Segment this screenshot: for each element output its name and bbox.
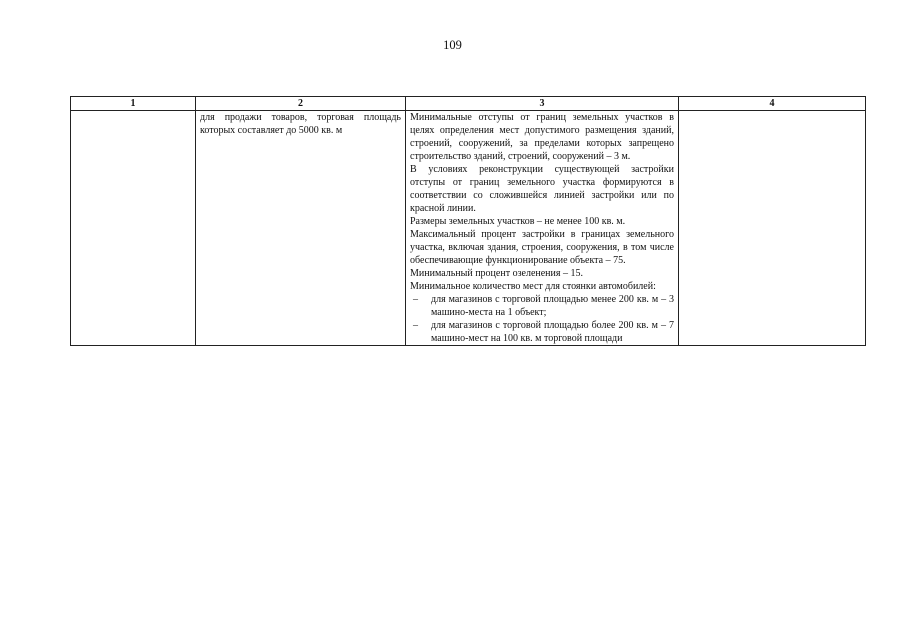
table-row xyxy=(71,111,866,346)
paragraph-max-coverage: Максимальный процент застройки в границах земельного участка, включая здания, строения, сооружения, в том числе обеспечивающие функционирование объекта – 75. xyxy=(410,229,674,266)
cell-col1 xyxy=(71,111,196,346)
page-number: 109 xyxy=(443,38,462,52)
cell-parameters xyxy=(406,111,679,346)
parking-bullet-list xyxy=(410,293,674,345)
column-header-4: 4 xyxy=(679,97,866,111)
bullet-text: для магазинов с торговой площадью более 200 кв. м – 7 машино-мест на 100 кв. м торговой площади xyxy=(431,320,674,344)
table-header-row xyxy=(71,97,866,111)
cell-use-description: для продажи товаров, торговая площадь которых составляет до 5000 кв. м xyxy=(196,111,406,346)
paragraph-reconstruction: В условиях реконструкции существующей застройки отступы от границ земельного участка формируются в соответствии со сложившейся линией застройки или по красной линии. xyxy=(410,164,674,214)
column-header-2: 2 xyxy=(196,97,406,111)
paragraph-plot-size: Размеры земельных участков – не менее 100 кв. м. xyxy=(410,216,626,227)
list-item xyxy=(410,319,674,345)
bullet-dash: – xyxy=(413,294,418,305)
paragraph-setbacks: Минимальные отступы от границ земельных участков в целях определения мест допустимого размещения зданий, строений, сооружений, за пределами которых запрещено строительство зданий, строений, сооружений – 3 м. xyxy=(410,112,674,162)
column-header-3: 3 xyxy=(406,97,679,111)
list-item xyxy=(410,293,674,319)
paragraph-greening: Минимальный процент озеленения – 15. xyxy=(410,268,583,279)
cell-col4 xyxy=(679,111,866,346)
regulations-table xyxy=(70,96,866,346)
paragraph-parking: Минимальное количество мест для стоянки автомобилей: xyxy=(410,281,656,292)
column-header-1: 1 xyxy=(71,97,196,111)
bullet-text: для магазинов с торговой площадью менее 200 кв. м – 3 машино-места на 1 объект; xyxy=(431,294,674,318)
bullet-dash: – xyxy=(413,320,418,331)
